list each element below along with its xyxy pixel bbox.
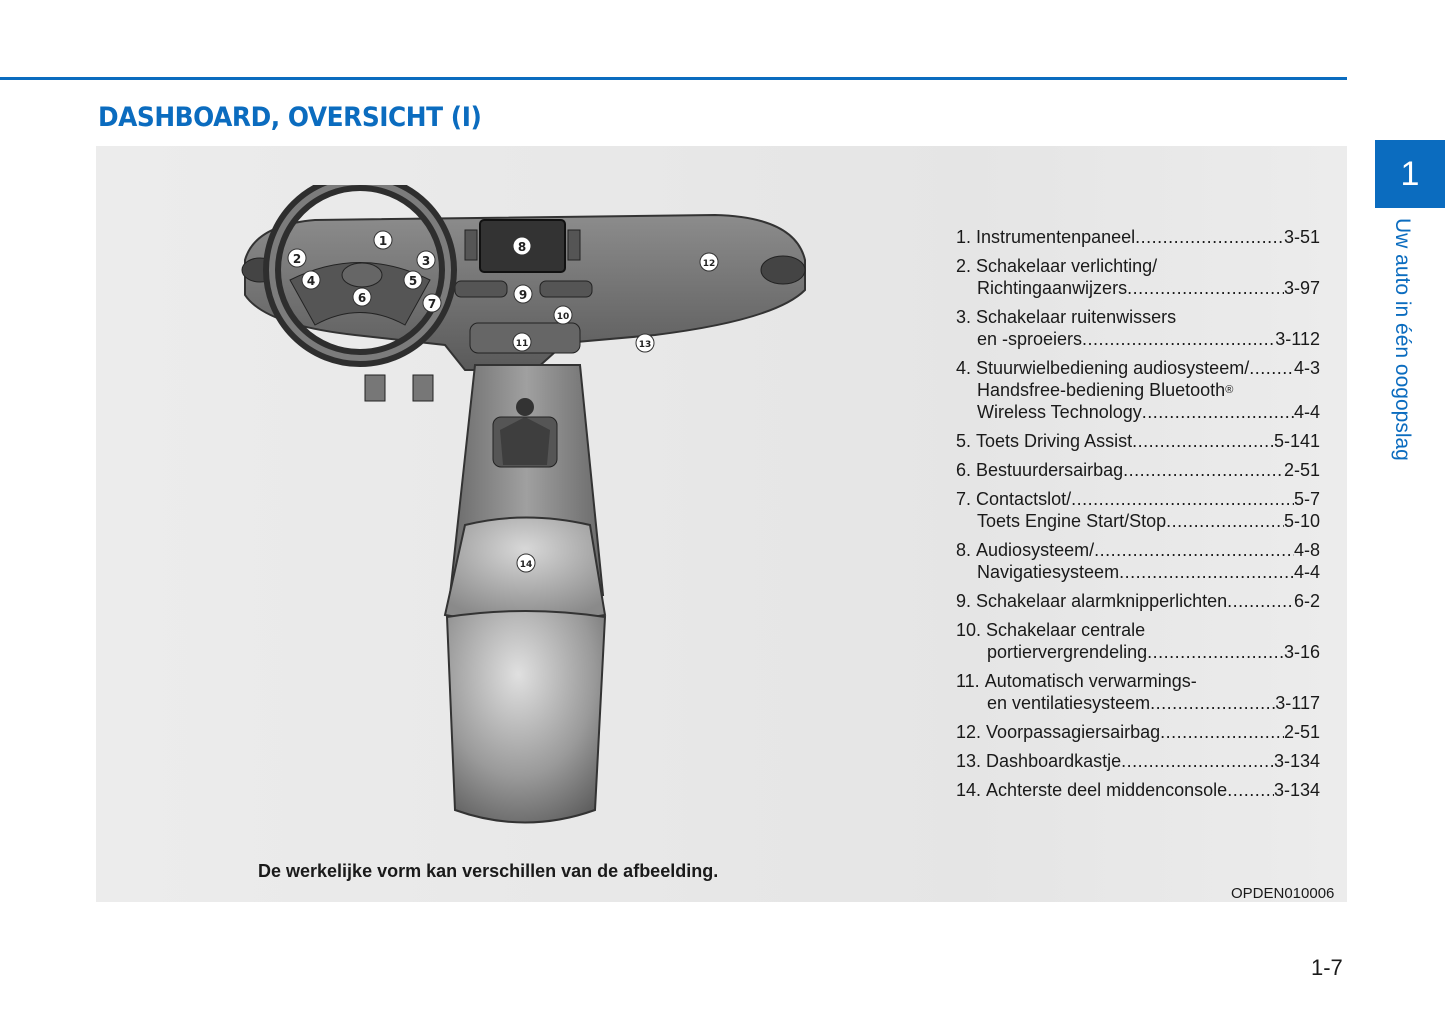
- index-item-5: 5. Toets Driving Assist ..... 5-141: [956, 430, 1320, 452]
- index-item-7: 7. Contactslot/ ..... 5-7 Toets Engine Start/Stop ..... 5-10: [956, 488, 1320, 532]
- component-index-list: [956, 226, 1320, 808]
- callout-10: [554, 306, 572, 324]
- callout-8: [513, 237, 531, 255]
- index-item-12: 12. Voorpassagiersairbag ..... 2-51: [956, 721, 1320, 743]
- callout-5: [404, 271, 422, 289]
- index-item-6: 6. Bestuurdersairbag ..... 2-51: [956, 459, 1320, 481]
- svg-text:2: 2: [292, 252, 302, 266]
- callout-14: [517, 554, 535, 572]
- index-item-14: 14. Achterste deel middenconsole ..... 3-134: [956, 779, 1320, 801]
- index-item-3: 3. Schakelaar ruitenwissers en -sproeiers ..... 3-112: [956, 306, 1320, 350]
- image-caption: De werkelijke vorm kan verschillen van de afbeelding.: [258, 861, 719, 881]
- callout-13: [636, 334, 654, 352]
- index-item-4: 4. Stuurwielbediening audiosysteem/ ..... 4-3 Handsfree-bediening Bluetooth ® Wireless Technology ..... 4-4: [956, 357, 1320, 423]
- callout-1: [374, 231, 392, 249]
- svg-text:8: 8: [517, 240, 527, 254]
- svg-text:1: 1: [378, 234, 388, 248]
- page-title: DASHBOARD, OVERSICHT (I): [98, 102, 482, 133]
- page-number: 1-7: [1311, 955, 1343, 980]
- callout-12: [700, 253, 718, 271]
- svg-text:7: 7: [427, 297, 437, 311]
- chapter-side-label: Uw auto in één oogopslag: [1391, 218, 1414, 461]
- index-item-10: 10. Schakelaar centrale portiervergrendeling ..... 3-16: [956, 619, 1320, 663]
- callout-7: [423, 294, 441, 312]
- callout-3: [417, 251, 435, 269]
- callout-6: [353, 288, 371, 306]
- index-item-1: 1. Instrumentenpaneel ..... 3-51: [956, 226, 1320, 248]
- callout-9: [514, 285, 532, 303]
- svg-text:3: 3: [421, 254, 431, 268]
- svg-text:4: 4: [306, 274, 316, 288]
- svg-text:11: 11: [515, 339, 529, 349]
- dashboard-illustration: [235, 185, 815, 835]
- index-item-2: 2. Schakelaar verlichting/ Richtingaanwijzers ..... 3-97: [956, 255, 1320, 299]
- index-item-13: 13. Dashboardkastje ..... 3-134: [956, 750, 1320, 772]
- callout-4: [302, 271, 320, 289]
- svg-text:5: 5: [408, 274, 418, 288]
- svg-text:6: 6: [357, 291, 367, 305]
- image-code: OPDEN010006: [1231, 885, 1335, 902]
- svg-text:14: 14: [519, 560, 533, 570]
- top-rule: [0, 77, 1347, 80]
- svg-text:12: 12: [702, 259, 716, 269]
- chapter-tab: 1: [1375, 140, 1445, 208]
- index-item-9: 9. Schakelaar alarmknipperlichten ..... 6-2: [956, 590, 1320, 612]
- index-item-8: 8. Audiosysteem/ ..... 4-8 Navigatiesysteem ..... 4-4: [956, 539, 1320, 583]
- index-item-11: 11. Automatisch verwarmings- en ventilatiesysteem ..... 3-117: [956, 670, 1320, 714]
- svg-text:9: 9: [518, 288, 528, 302]
- svg-text:10: 10: [556, 312, 570, 322]
- svg-text:13: 13: [638, 340, 652, 350]
- callout-2: [288, 249, 306, 267]
- callout-11: [513, 333, 531, 351]
